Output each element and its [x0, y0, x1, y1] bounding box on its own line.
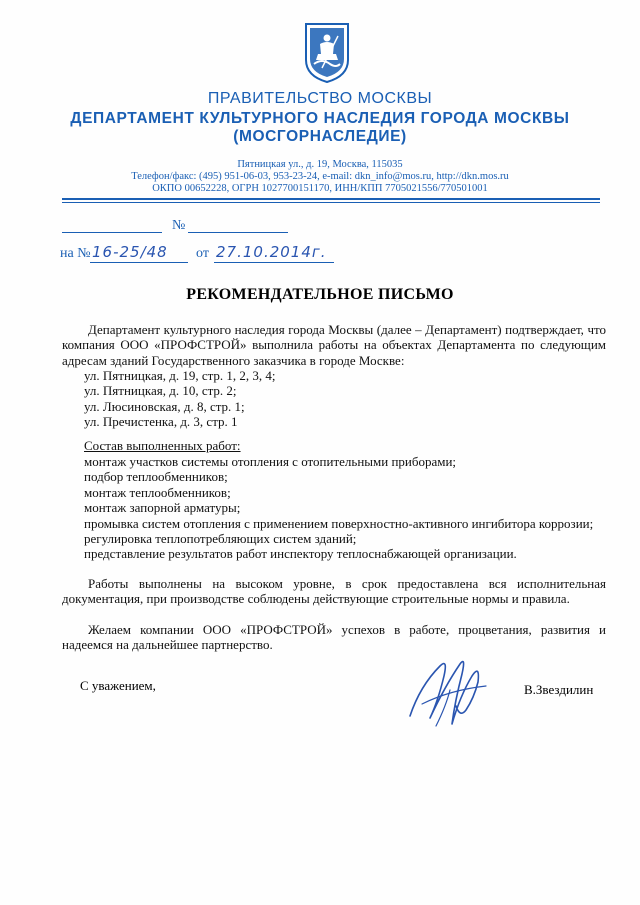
incoming-number-value: 16-25/48 [92, 243, 168, 261]
letter-paragraph-wishes: Желаем компании ООО «ПРОФСТРОЙ» успехов в работе, процветания, развития и надеемся на дальнейшее партнерство. [62, 622, 606, 653]
incoming-date-label: от [196, 246, 209, 261]
government-name: ПРАВИТЕЛЬСТВО МОСКВЫ [207, 90, 433, 107]
address-item: ул. Пречистенка, д. 3, стр. 1 [84, 414, 238, 430]
work-item: представление результатов работ инспектору теплоснабжающей организации. [84, 546, 517, 562]
outgoing-date-blank [62, 232, 162, 233]
header-rule [62, 198, 600, 200]
department-address: Пятницкая ул., д. 19, Москва, 115035 [237, 159, 403, 170]
letter-paragraph-intro: Департамент культурного наследия города Москвы (далее – Департамент) подтверждает, что компания ООО «ПРОФСТРОЙ» выполнила работы на объектах Департамента по следующим адресам зданий Государственного заказчика в городе Москве: [62, 322, 606, 368]
letter-paragraph-quality: Работы выполнены на высоком уровне, в срок предоставлена вся исполнительная документация, при производстве соблюдены действующие строительные нормы и правила. [62, 576, 606, 607]
incoming-number-label: на № [60, 246, 91, 261]
work-item: промывка систем отопления с применением поверхностно-активного ингибитора коррозии; [84, 515, 594, 531]
work-item: монтаж теплообменников; [84, 484, 231, 500]
department-phones: Телефон/факс: (495) 951-06-03, 953-23-24, e-mail: dkn_info@mos.ru, http://dkn.mos.ru [131, 171, 509, 182]
header-rule-thin [62, 202, 600, 203]
works-list [84, 454, 614, 562]
moscow-coat-of-arms-icon [302, 20, 352, 84]
work-item: регулировка теплопотребляющих систем зданий; [84, 531, 357, 547]
letter-title: РЕКОМЕНДАТЕЛЬНОЕ ПИСЬМО [186, 286, 454, 303]
work-item: монтаж участков системы отопления с отопительными приборами; [84, 454, 457, 469]
incoming-number-underline [90, 262, 188, 263]
department-abbreviation: (МОСГОРНАСЛЕДИЕ) [233, 128, 407, 145]
work-item: монтаж запорной арматуры; [84, 500, 241, 516]
address-item: ул. Пятницкая, д. 19, стр. 1, 2, 3, 4; [84, 368, 276, 383]
handwritten-signature [400, 646, 500, 736]
signer-name: В.Звездилин [524, 682, 594, 697]
address-item: ул. Люсиновская, д. 8, стр. 1; [84, 398, 245, 414]
address-item: ул. Пятницкая, д. 10, стр. 2; [84, 383, 237, 399]
work-item: подбор теплообменников; [84, 469, 228, 485]
works-heading: Состав выполненных работ: [84, 438, 241, 453]
closing-regards: С уважением, [80, 678, 156, 693]
department-codes: ОКПО 00652228, ОГРН 1027700151170, ИНН/КПП 7705021556/770501001 [152, 183, 488, 194]
outgoing-number-sign: № [172, 218, 186, 233]
incoming-date-value: 27.10.2014г. [216, 243, 327, 261]
incoming-date-underline [214, 262, 334, 263]
outgoing-number-blank [188, 232, 288, 233]
address-list [84, 368, 584, 430]
department-name: ДЕПАРТАМЕНТ КУЛЬТУРНОГО НАСЛЕДИЯ ГОРОДА МОСКВЫ [70, 110, 570, 127]
